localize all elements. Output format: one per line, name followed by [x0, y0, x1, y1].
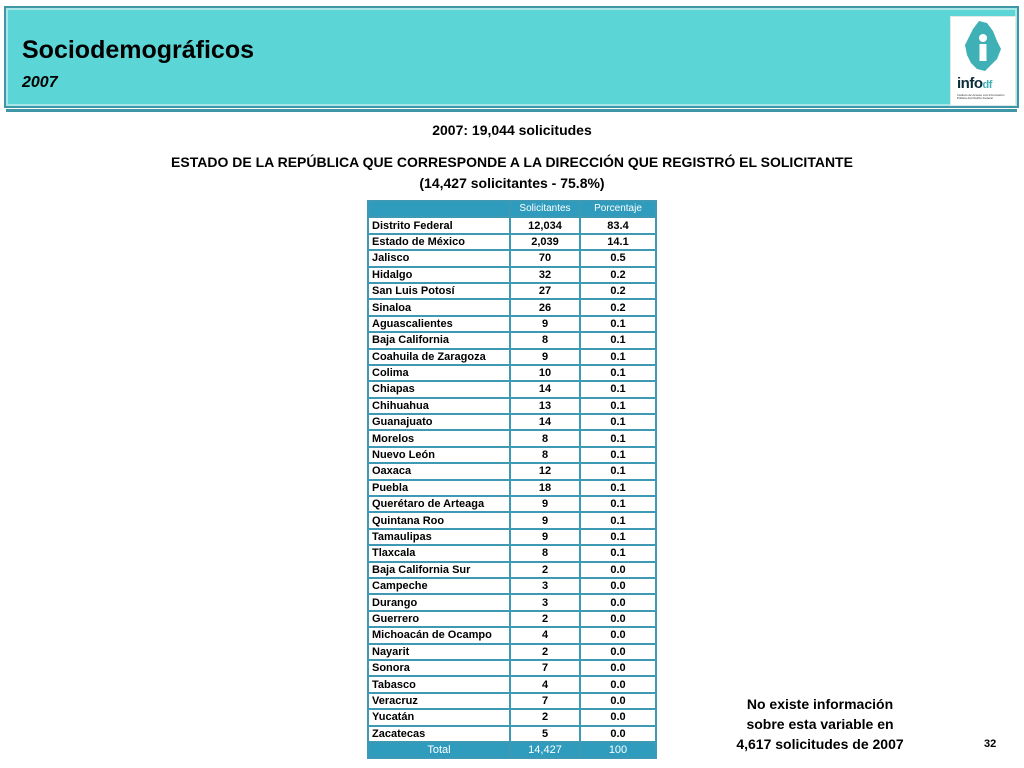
solicitantes-cell: 7 [510, 693, 580, 709]
state-name-cell: Campeche [368, 578, 510, 594]
porcentaje-cell: 0.1 [580, 414, 656, 430]
state-name-cell: Coahuila de Zaragoza [368, 349, 510, 365]
solicitantes-cell: 3 [510, 594, 580, 610]
solicitantes-cell: 3 [510, 578, 580, 594]
solicitantes-cell: 32 [510, 267, 580, 283]
table-row [368, 545, 656, 561]
infodf-logo [950, 16, 1016, 106]
solicitantes-cell: 12 [510, 463, 580, 479]
state-name-cell: San Luis Potosí [368, 283, 510, 299]
table-row [368, 594, 656, 610]
solicitantes-cell: 18 [510, 480, 580, 496]
porcentaje-cell: 0.1 [580, 512, 656, 528]
solicitantes-cell: 9 [510, 316, 580, 332]
table-header-row [368, 201, 656, 217]
solicitantes-cell: 2 [510, 644, 580, 660]
porcentaje-cell: 0.1 [580, 332, 656, 348]
porcentaje-cell: 0.1 [580, 463, 656, 479]
state-name-cell: Tamaulipas [368, 529, 510, 545]
porcentaje-cell: 0.0 [580, 644, 656, 660]
solicitantes-cell: 12,034 [510, 217, 580, 233]
table-row [368, 398, 656, 414]
porcentaje-cell: 0.0 [580, 562, 656, 578]
solicitantes-cell: 8 [510, 545, 580, 561]
porcentaje-cell: 0.0 [580, 693, 656, 709]
table-row [368, 332, 656, 348]
state-name-cell: Durango [368, 594, 510, 610]
porcentaje-cell: 0.1 [580, 398, 656, 414]
solicitantes-cell: 9 [510, 512, 580, 528]
state-name-cell: Morelos [368, 430, 510, 446]
state-name-cell: Veracruz [368, 693, 510, 709]
table-row [368, 496, 656, 512]
solicitantes-cell: 14 [510, 414, 580, 430]
table-row [368, 627, 656, 643]
porcentaje-cell: 0.1 [580, 480, 656, 496]
solicitantes-cell: 7 [510, 660, 580, 676]
state-name-cell: Jalisco [368, 250, 510, 266]
solicitantes-cell: 2 [510, 611, 580, 627]
table-row [368, 414, 656, 430]
logo-wordmark: infodf [957, 75, 992, 92]
table-row [368, 299, 656, 315]
state-name-cell: Michoacán de Ocampo [368, 627, 510, 643]
requests-total-heading: 2007: 19,044 solicitudes [432, 122, 592, 138]
state-name-cell: Tabasco [368, 676, 510, 692]
table-row [368, 512, 656, 528]
table-row [368, 611, 656, 627]
porcentaje-cell: 0.1 [580, 529, 656, 545]
total-label: Total [368, 742, 510, 758]
porcentaje-cell: 0.2 [580, 283, 656, 299]
porcentaje-cell: 0.1 [580, 496, 656, 512]
porcentaje-cell: 83.4 [580, 217, 656, 233]
solicitantes-cell: 4 [510, 676, 580, 692]
solicitantes-cell: 70 [510, 250, 580, 266]
porcentaje-cell: 14.1 [580, 234, 656, 250]
table-title: ESTADO DE LA REPÚBLICA QUE CORRESPONDE A LA DIRECCIÓN QUE REGISTRÓ EL SOLICITANTE [171, 154, 853, 170]
header-porcentaje: Porcentaje [580, 201, 656, 217]
table-row [368, 676, 656, 692]
solicitantes-cell: 4 [510, 627, 580, 643]
table-row [368, 447, 656, 463]
missing-info-note: No existe información sobre esta variable en 4,617 solicitudes de 2007 [736, 696, 904, 752]
table-row [368, 365, 656, 381]
table-row [368, 709, 656, 725]
table-row [368, 660, 656, 676]
state-name-cell: Estado de México [368, 234, 510, 250]
state-name-cell: Zacatecas [368, 726, 510, 742]
state-name-cell: Oaxaca [368, 463, 510, 479]
state-name-cell: Hidalgo [368, 267, 510, 283]
table-row [368, 234, 656, 250]
solicitantes-cell: 9 [510, 349, 580, 365]
state-name-cell: Sonora [368, 660, 510, 676]
total-solicitantes: 14,427 [510, 742, 580, 758]
porcentaje-cell: 0.0 [580, 676, 656, 692]
header-solicitantes: Solicitantes [510, 201, 580, 217]
table-row [368, 726, 656, 742]
porcentaje-cell: 0.0 [580, 709, 656, 725]
table-row [368, 644, 656, 660]
table-subtitle: (14,427 solicitantes - 75.8%) [419, 175, 605, 191]
solicitantes-cell: 5 [510, 726, 580, 742]
table-row [368, 267, 656, 283]
solicitantes-cell: 8 [510, 332, 580, 348]
state-name-cell: Querétaro de Arteaga [368, 496, 510, 512]
porcentaje-cell: 0.1 [580, 349, 656, 365]
porcentaje-cell: 0.0 [580, 594, 656, 610]
state-name-cell: Sinaloa [368, 299, 510, 315]
porcentaje-cell: 0.0 [580, 578, 656, 594]
mexico-city-map-icon [963, 19, 1003, 75]
table-row [368, 283, 656, 299]
page-number: 32 [984, 738, 997, 750]
porcentaje-cell: 0.1 [580, 447, 656, 463]
porcentaje-cell: 0.0 [580, 627, 656, 643]
state-name-cell: Colima [368, 365, 510, 381]
table-row [368, 316, 656, 332]
state-name-cell: Baja California Sur [368, 562, 510, 578]
state-name-cell: Chihuahua [368, 398, 510, 414]
porcentaje-cell: 0.2 [580, 267, 656, 283]
solicitantes-cell: 27 [510, 283, 580, 299]
solicitantes-cell: 2 [510, 709, 580, 725]
solicitantes-cell: 26 [510, 299, 580, 315]
state-name-cell: Chiapas [368, 381, 510, 397]
solicitantes-cell: 8 [510, 430, 580, 446]
table-row [368, 562, 656, 578]
table-row [368, 463, 656, 479]
state-name-cell: Nayarit [368, 644, 510, 660]
state-name-cell: Baja California [368, 332, 510, 348]
porcentaje-cell: 0.0 [580, 611, 656, 627]
state-name-cell: Puebla [368, 480, 510, 496]
state-name-cell: Nuevo León [368, 447, 510, 463]
state-name-cell: Distrito Federal [368, 217, 510, 233]
table-row [368, 693, 656, 709]
solicitantes-cell: 13 [510, 398, 580, 414]
table-row [368, 430, 656, 446]
porcentaje-cell: 0.0 [580, 660, 656, 676]
solicitantes-cell: 9 [510, 496, 580, 512]
total-row [368, 742, 656, 758]
header-state [368, 201, 510, 217]
header-underline [6, 109, 1017, 112]
state-name-cell: Guerrero [368, 611, 510, 627]
state-name-cell: Yucatán [368, 709, 510, 725]
table-row [368, 381, 656, 397]
slide-title: Sociodemográficos [22, 36, 254, 64]
solicitantes-cell: 14 [510, 381, 580, 397]
table-row [368, 349, 656, 365]
state-name-cell: Tlaxcala [368, 545, 510, 561]
logo-caption: Instituto de Acceso a la Información Pública del Distrito Federal [957, 93, 1005, 100]
solicitantes-cell: 10 [510, 365, 580, 381]
state-name-cell: Guanajuato [368, 414, 510, 430]
porcentaje-cell: 0.1 [580, 365, 656, 381]
porcentaje-cell: 0.1 [580, 316, 656, 332]
porcentaje-cell: 0.1 [580, 545, 656, 561]
table-row [368, 529, 656, 545]
states-table [367, 200, 657, 759]
porcentaje-cell: 0.5 [580, 250, 656, 266]
total-porcentaje: 100 [580, 742, 656, 758]
state-name-cell: Aguascalientes [368, 316, 510, 332]
solicitantes-cell: 2 [510, 562, 580, 578]
state-name-cell: Quintana Roo [368, 512, 510, 528]
solicitantes-cell: 9 [510, 529, 580, 545]
table-row [368, 217, 656, 233]
slide-header [4, 6, 1019, 108]
porcentaje-cell: 0.2 [580, 299, 656, 315]
table-row [368, 250, 656, 266]
table-row [368, 578, 656, 594]
solicitantes-cell: 8 [510, 447, 580, 463]
table-row [368, 480, 656, 496]
solicitantes-cell: 2,039 [510, 234, 580, 250]
porcentaje-cell: 0.1 [580, 430, 656, 446]
slide-subtitle: 2007 [22, 74, 58, 91]
porcentaje-cell: 0.1 [580, 381, 656, 397]
porcentaje-cell: 0.0 [580, 726, 656, 742]
